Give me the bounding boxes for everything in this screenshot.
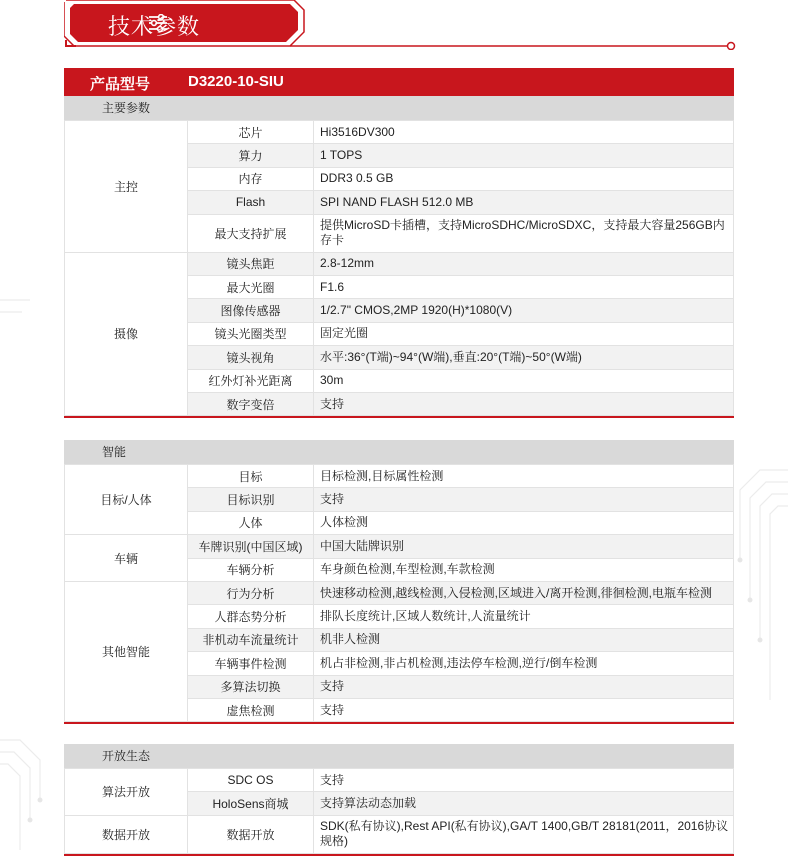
param-value: 1/2.7" CMOS,2MP 1920(H)*1080(V) xyxy=(314,299,734,322)
param-name: 人群态势分析 xyxy=(188,605,314,628)
banner-title: 技术参数 xyxy=(108,15,201,40)
param-value: 支持算法动态加载 xyxy=(314,792,734,815)
param-value: SDK(私有协议),Rest API(私有协议),GA/T 1400,GB/T 28181(2011，2016协议规格) xyxy=(314,815,734,853)
param-value: 人体检测 xyxy=(314,511,734,534)
category-cell: 摄像 xyxy=(65,252,188,416)
table-row xyxy=(65,465,734,488)
param-name: 红外灯补光距离 xyxy=(188,369,314,392)
param-value: SPI NAND FLASH 512.0 MB xyxy=(314,191,734,214)
param-value: 支持 xyxy=(314,392,734,415)
param-name: 目标识别 xyxy=(188,488,314,511)
param-name: Flash xyxy=(188,191,314,214)
param-name: 镜头焦距 xyxy=(188,252,314,275)
param-name: 车牌识别(中国区域) xyxy=(188,535,314,558)
param-value: 提供MicroSD卡插槽，支持MicroSDHC/MicroSDXC，支持最大容量256GB内存卡 xyxy=(314,214,734,252)
category-cell: 车辆 xyxy=(65,535,188,582)
param-value: 固定光圈 xyxy=(314,322,734,345)
table-row xyxy=(65,252,734,275)
category-cell: 主控 xyxy=(65,121,188,253)
table-row xyxy=(65,121,734,144)
section-title: 开放生态 xyxy=(64,744,734,768)
section-title: 主要参数 xyxy=(64,96,734,120)
param-name: 镜头视角 xyxy=(188,346,314,369)
param-name: 非机动车流量统计 xyxy=(188,628,314,651)
section-main-params xyxy=(64,96,734,418)
section-banner xyxy=(64,0,736,50)
category-cell: 算法开放 xyxy=(65,769,188,816)
param-value: 1 TOPS xyxy=(314,144,734,167)
param-value: 支持 xyxy=(314,488,734,511)
param-name: SDC OS xyxy=(188,769,314,792)
param-value: F1.6 xyxy=(314,275,734,298)
section-divider xyxy=(64,854,734,856)
section-open-ecosystem xyxy=(64,744,734,856)
param-name: 图像传感器 xyxy=(188,299,314,322)
param-value: DDR3 0.5 GB xyxy=(314,167,734,190)
spec-table xyxy=(64,768,734,854)
param-value: 排队长度统计,区域人数统计,人流量统计 xyxy=(314,605,734,628)
param-name: 行为分析 xyxy=(188,581,314,604)
category-cell: 目标/人体 xyxy=(65,465,188,535)
param-value: 目标检测,目标属性检测 xyxy=(314,465,734,488)
section-intelligence xyxy=(64,440,734,724)
param-name: 数据开放 xyxy=(188,815,314,853)
param-value: 2.8-12mm xyxy=(314,252,734,275)
param-name: 镜头光圈类型 xyxy=(188,322,314,345)
param-value: 机非人检测 xyxy=(314,628,734,651)
param-name: 车辆事件检测 xyxy=(188,652,314,675)
param-value: 支持 xyxy=(314,769,734,792)
param-name: 内存 xyxy=(188,167,314,190)
table-row xyxy=(65,815,734,853)
param-name: 最大光圈 xyxy=(188,275,314,298)
param-value: Hi3516DV300 xyxy=(314,121,734,144)
param-value: 30m xyxy=(314,369,734,392)
param-name: 车辆分析 xyxy=(188,558,314,581)
param-value: 水平:36°(T端)~94°(W端),垂直:20°(T端)~50°(W端) xyxy=(314,346,734,369)
section-title: 智能 xyxy=(64,440,734,464)
param-name: HoloSens商城 xyxy=(188,792,314,815)
product-model-label: 产品型号 xyxy=(90,76,151,93)
param-name: 芯片 xyxy=(188,121,314,144)
param-name: 虚焦检测 xyxy=(188,698,314,721)
section-divider xyxy=(64,722,734,724)
category-cell: 其他智能 xyxy=(65,581,188,721)
param-value: 车身颜色检测,车型检测,车款检测 xyxy=(314,558,734,581)
category-cell: 数据开放 xyxy=(65,815,188,853)
param-name: 人体 xyxy=(188,511,314,534)
param-value: 支持 xyxy=(314,675,734,698)
table-row xyxy=(65,535,734,558)
param-name: 数字变倍 xyxy=(188,392,314,415)
param-value: 机占非检测,非占机检测,违法停车检测,逆行/倒车检测 xyxy=(314,652,734,675)
table-row xyxy=(65,769,734,792)
param-name: 目标 xyxy=(188,465,314,488)
param-value: 中国大陆牌识别 xyxy=(314,535,734,558)
spec-table xyxy=(64,464,734,722)
param-name: 多算法切换 xyxy=(188,675,314,698)
table-row xyxy=(65,581,734,604)
product-model-bar xyxy=(64,68,734,96)
product-model-value: D3220-10-SIU xyxy=(188,73,284,90)
param-name: 算力 xyxy=(188,144,314,167)
spec-table xyxy=(64,120,734,416)
param-name: 最大支持扩展 xyxy=(188,214,314,252)
param-value: 快速移动检测,越线检测,入侵检测,区域进入/离开检测,徘徊检测,电瓶车检测 xyxy=(314,581,734,604)
section-divider xyxy=(64,416,734,418)
param-value: 支持 xyxy=(314,698,734,721)
